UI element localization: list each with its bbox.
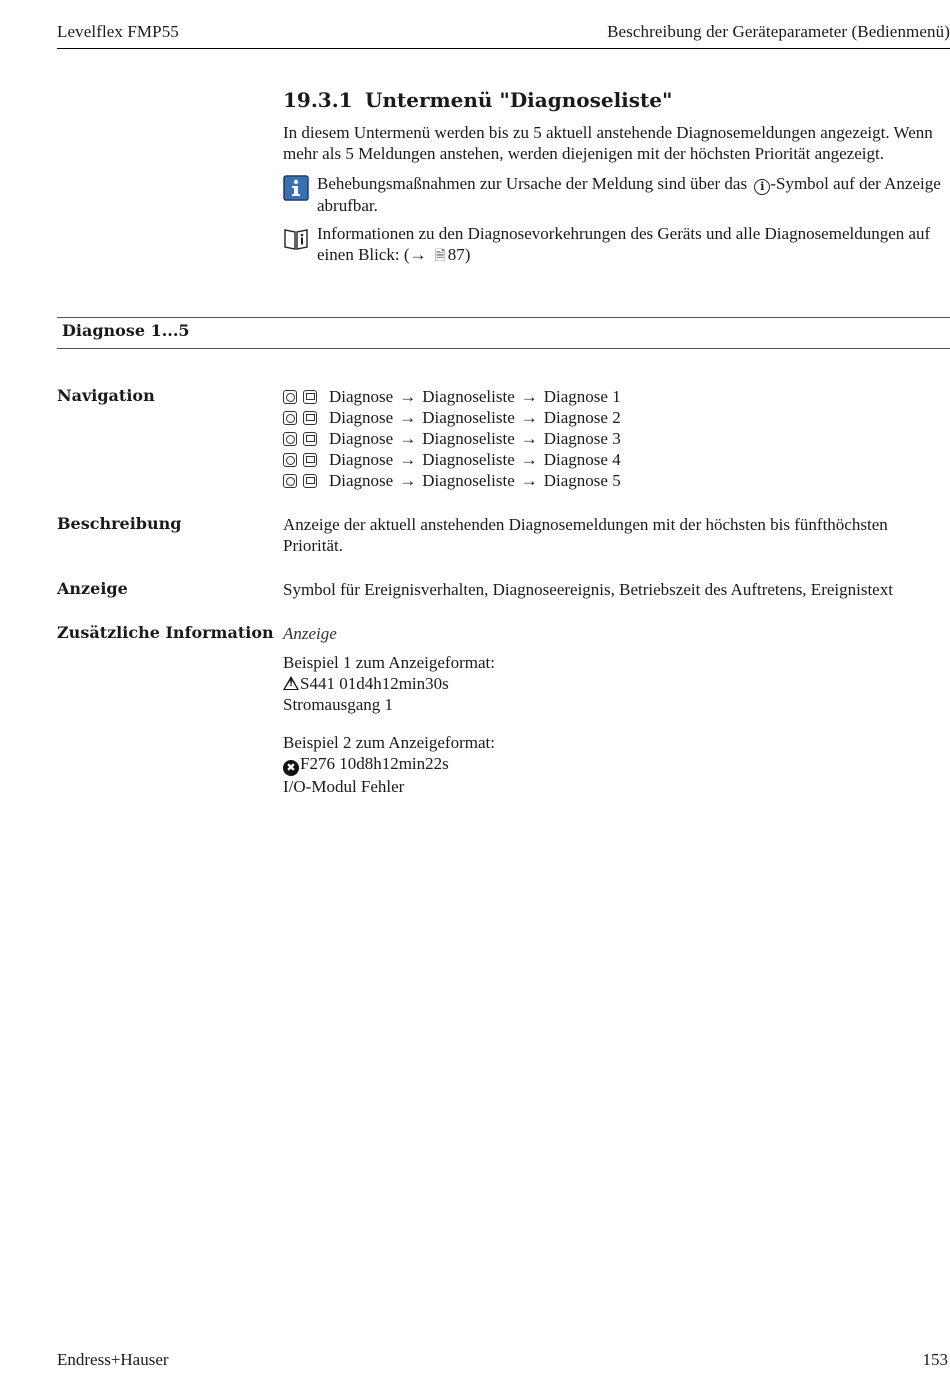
example1-code: S441 01d4h12min30s: [300, 674, 449, 693]
beschreibung-label: Beschreibung: [57, 514, 182, 533]
zusatz-label: Zusätzliche Information: [57, 623, 274, 642]
operating-display-icon: [283, 453, 297, 467]
note-reference-text: Informationen zu den Diagnosevorkehrungen des Geräts und alle Diagnosemeldungen auf einen Blick: (→: [317, 224, 931, 264]
operating-tool-icon: [303, 453, 317, 467]
example2-text: I/O-Modul Fehler: [283, 777, 405, 796]
nav-path-item: Diagnoseliste: [422, 387, 515, 406]
note-info: [283, 173, 948, 216]
beschreibung-text: Anzeige der aktuell anstehenden Diagnosemeldungen mit der höchsten bis fünfthöchsten Priorität.: [283, 515, 888, 555]
parameter-rule-top: [57, 317, 950, 318]
operating-display-icon: [283, 390, 297, 404]
page-number: 153: [922, 1350, 948, 1369]
note-info-text-after: -Symbol auf der Anzeige abrufbar.: [317, 174, 941, 215]
nav-path-item: Diagnose 4: [543, 450, 621, 469]
header-chapter: Beschreibung der Geräteparameter (Bedienmenü): [607, 22, 950, 41]
page-reference-icon: 🗎: [434, 249, 446, 264]
nav-arrow: →: [399, 408, 417, 427]
nav-path-item: Diagnoseliste: [422, 471, 515, 490]
navigation-row: [283, 407, 621, 428]
nav-path-item: Diagnose: [329, 450, 394, 469]
section-heading: Untermenü "Diagnoseliste": [365, 88, 673, 112]
operating-tool-icon: [303, 411, 317, 425]
nav-path-item: Diagnoseliste: [422, 408, 515, 427]
example2-code-line: [283, 753, 948, 776]
nav-path-item: Diagnoseliste: [422, 450, 515, 469]
book-icon: [283, 225, 309, 251]
example2-title: Beispiel 2 zum Anzeigeformat:: [283, 733, 495, 752]
warning-triangle-icon: [283, 676, 299, 690]
nav-path-item: Diagnose: [329, 429, 394, 448]
parameter-rule-bottom: [57, 348, 950, 349]
operating-display-icon: [283, 432, 297, 446]
nav-arrow: →: [399, 429, 417, 448]
nav-path-item: Diagnose: [329, 387, 394, 406]
section-intro: In diesem Untermenü werden bis zu 5 aktuell anstehende Diagnosemeldungen angezeigt. Wenn mehr als 5 Meldungen anstehen, werden diejenigen mit der höchsten Priorität angezeigt.: [283, 123, 933, 163]
nav-path-item: Diagnose 2: [543, 408, 621, 427]
navigation-list: [283, 386, 621, 491]
navigation-row: [283, 470, 621, 491]
nav-arrow: →: [520, 408, 538, 427]
example1-code-line: [283, 673, 948, 694]
navigation-row: [283, 386, 621, 407]
nav-arrow: →: [399, 471, 417, 490]
nav-path-item: Diagnose 3: [543, 429, 621, 448]
operating-tool-icon: [303, 432, 317, 446]
anzeige-text: Symbol für Ereignisverhalten, Diagnoseereignis, Betriebszeit des Auftretens, Ereignistext: [283, 580, 893, 599]
info-icon: [283, 175, 309, 201]
note-reference: [283, 223, 948, 267]
failure-circle-icon: ✖: [283, 760, 299, 776]
section-title: [283, 88, 672, 112]
navigation-row: [283, 449, 621, 470]
example1-text: Stromausgang 1: [283, 695, 394, 714]
nav-arrow: →: [399, 450, 417, 469]
nav-path-item: Diagnose 5: [543, 471, 621, 490]
nav-arrow: →: [520, 471, 538, 490]
header-product: Levelflex FMP55: [57, 22, 179, 41]
nav-arrow: →: [520, 450, 538, 469]
section-number: 19.3.1: [283, 88, 353, 112]
zusatz-block: [283, 623, 948, 797]
nav-path-item: Diagnose 1: [543, 387, 621, 406]
example1-title: Beispiel 1 zum Anzeigeformat:: [283, 653, 495, 672]
note-reference-page: 87): [447, 245, 471, 264]
operating-display-icon: [283, 474, 297, 488]
zusatz-subheading: Anzeige: [283, 624, 337, 643]
navigation-label: Navigation: [57, 386, 155, 405]
header-rule: [57, 48, 950, 49]
parameter-title: Diagnose 1...5: [62, 321, 190, 340]
info-inline-icon: i: [754, 179, 770, 195]
operating-tool-icon: [303, 390, 317, 404]
operating-display-icon: [283, 411, 297, 425]
nav-arrow: →: [520, 387, 538, 406]
nav-path-item: Diagnoseliste: [422, 429, 515, 448]
nav-arrow: →: [399, 387, 417, 406]
example2-code: F276 10d8h12min22s: [300, 754, 449, 773]
navigation-row: [283, 428, 621, 449]
operating-tool-icon: [303, 474, 317, 488]
anzeige-label: Anzeige: [57, 579, 128, 598]
note-info-text-before: Behebungsmaßnahmen zur Ursache der Meldung sind über das: [317, 174, 748, 193]
nav-path-item: Diagnose: [329, 471, 394, 490]
nav-path-item: Diagnose: [329, 408, 394, 427]
nav-arrow: →: [520, 429, 538, 448]
footer-company: Endress+Hauser: [57, 1350, 169, 1369]
